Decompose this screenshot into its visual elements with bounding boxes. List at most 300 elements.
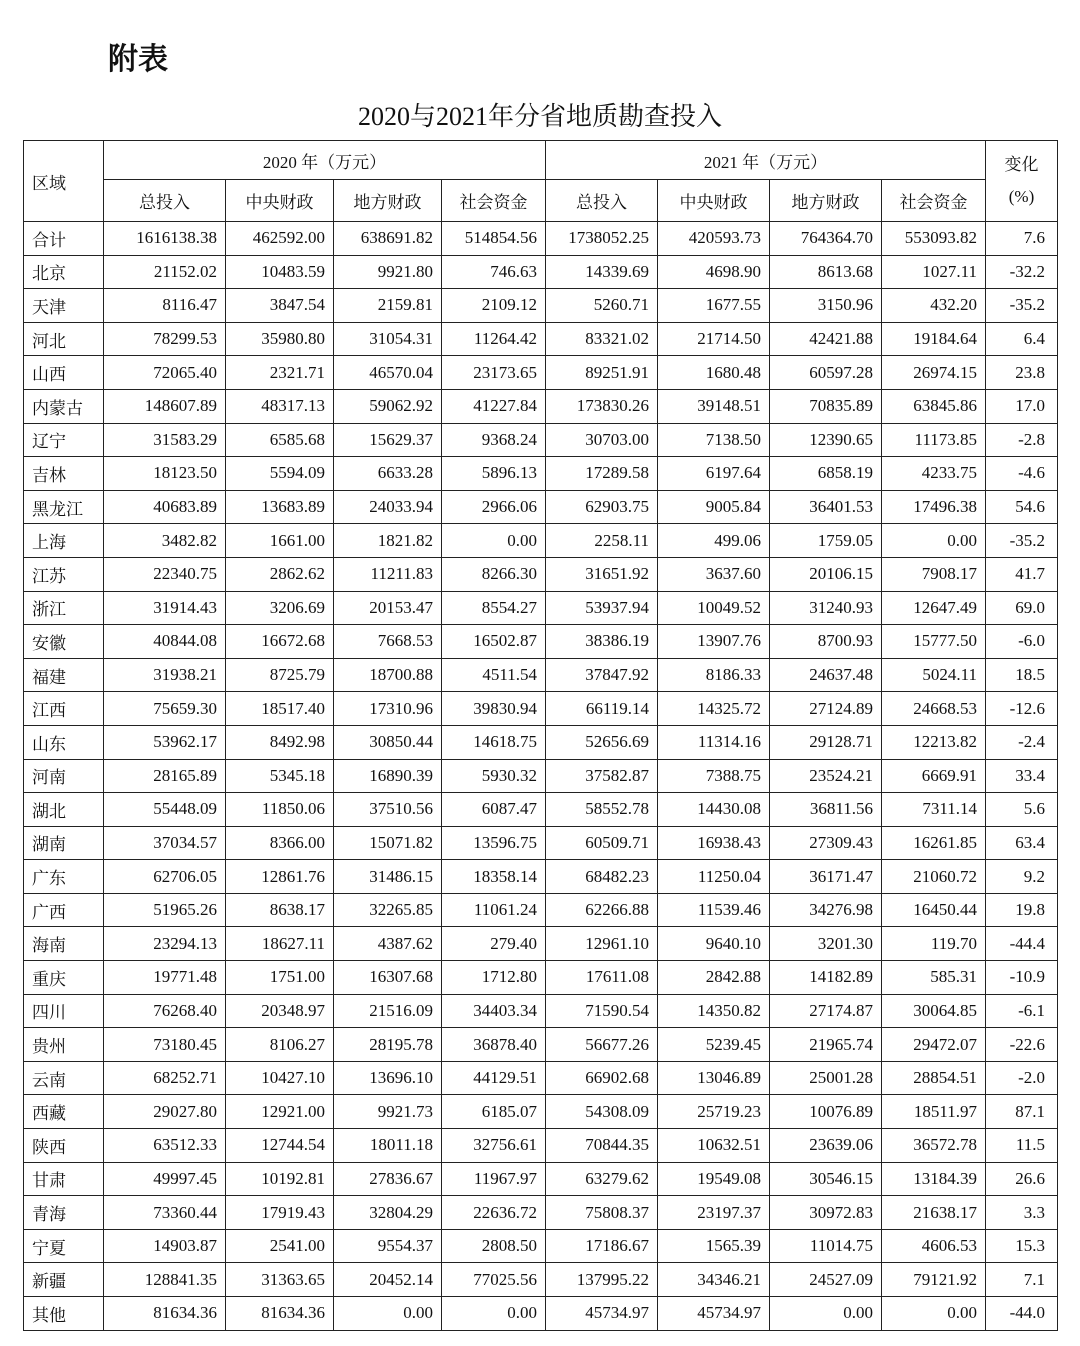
value-cell: 62266.88 — [546, 893, 658, 927]
value-cell: 25719.23 — [658, 1095, 770, 1129]
change-cell: -22.6 — [986, 1028, 1058, 1062]
value-cell: 1565.39 — [658, 1229, 770, 1263]
value-cell: 11173.85 — [882, 423, 986, 457]
value-cell: 2321.71 — [226, 356, 334, 390]
region-cell: 山西 — [24, 356, 104, 390]
value-cell: 4387.62 — [334, 927, 442, 961]
value-cell: 17919.43 — [226, 1196, 334, 1230]
value-cell: 35980.80 — [226, 322, 334, 356]
value-cell: 17611.08 — [546, 961, 658, 995]
value-cell: 0.00 — [770, 1297, 882, 1331]
value-cell: 73180.45 — [104, 1028, 226, 1062]
change-cell: -44.0 — [986, 1297, 1058, 1331]
value-cell: 27124.89 — [770, 692, 882, 726]
value-cell: 553093.82 — [882, 222, 986, 256]
value-cell: 432.20 — [882, 289, 986, 323]
value-cell: 0.00 — [882, 1297, 986, 1331]
value-cell: 11264.42 — [442, 322, 546, 356]
change-cell: 15.3 — [986, 1229, 1058, 1263]
value-cell: 7388.75 — [658, 759, 770, 793]
value-cell: 19771.48 — [104, 961, 226, 995]
value-cell: 20153.47 — [334, 591, 442, 625]
value-cell: 24527.09 — [770, 1263, 882, 1297]
value-cell: 24668.53 — [882, 692, 986, 726]
value-cell: 462592.00 — [226, 222, 334, 256]
table-row — [24, 591, 1058, 625]
value-cell: 16307.68 — [334, 961, 442, 995]
value-cell: 28854.51 — [882, 1061, 986, 1095]
value-cell: 7138.50 — [658, 423, 770, 457]
value-cell: 36171.47 — [770, 860, 882, 894]
value-cell: 4698.90 — [658, 255, 770, 289]
value-cell: 8116.47 — [104, 289, 226, 323]
table-row — [24, 692, 1058, 726]
value-cell: 53937.94 — [546, 591, 658, 625]
change-cell: -2.4 — [986, 725, 1058, 759]
value-cell: 2159.81 — [334, 289, 442, 323]
value-cell: 27174.87 — [770, 994, 882, 1028]
value-cell: 16502.87 — [442, 625, 546, 659]
value-cell: 21714.50 — [658, 322, 770, 356]
value-cell: 37847.92 — [546, 658, 658, 692]
header-change-label: 变化 — [1004, 155, 1039, 174]
value-cell: 16938.43 — [658, 826, 770, 860]
value-cell: 16890.39 — [334, 759, 442, 793]
header-2020-social: 社会资金 — [442, 180, 546, 222]
header-2021-central: 中央财政 — [658, 180, 770, 222]
change-cell: 18.5 — [986, 658, 1058, 692]
value-cell: 0.00 — [442, 524, 546, 558]
region-cell: 云南 — [24, 1061, 104, 1095]
value-cell: 31583.29 — [104, 423, 226, 457]
value-cell: 77025.56 — [442, 1263, 546, 1297]
value-cell: 8492.98 — [226, 725, 334, 759]
value-cell: 14182.89 — [770, 961, 882, 995]
value-cell: 36878.40 — [442, 1028, 546, 1062]
value-cell: 79121.92 — [882, 1263, 986, 1297]
change-cell: 11.5 — [986, 1129, 1058, 1163]
value-cell: 36811.56 — [770, 793, 882, 827]
value-cell: 3150.96 — [770, 289, 882, 323]
value-cell: 8266.30 — [442, 557, 546, 591]
value-cell: 1821.82 — [334, 524, 442, 558]
value-cell: 11850.06 — [226, 793, 334, 827]
value-cell: 1680.48 — [658, 356, 770, 390]
value-cell: 638691.82 — [334, 222, 442, 256]
value-cell: 21060.72 — [882, 860, 986, 894]
change-cell: -35.2 — [986, 289, 1058, 323]
value-cell: 2258.11 — [546, 524, 658, 558]
value-cell: 38386.19 — [546, 625, 658, 659]
value-cell: 0.00 — [334, 1297, 442, 1331]
value-cell: 119.70 — [882, 927, 986, 961]
value-cell: 9005.84 — [658, 490, 770, 524]
value-cell: 1712.80 — [442, 961, 546, 995]
investment-table — [23, 140, 1058, 1331]
table-row — [24, 1028, 1058, 1062]
region-cell: 河北 — [24, 322, 104, 356]
value-cell: 37582.87 — [546, 759, 658, 793]
value-cell: 37510.56 — [334, 793, 442, 827]
value-cell: 8106.27 — [226, 1028, 334, 1062]
value-cell: 70844.35 — [546, 1129, 658, 1163]
table-row — [24, 1162, 1058, 1196]
value-cell: 12921.00 — [226, 1095, 334, 1129]
value-cell: 18358.14 — [442, 860, 546, 894]
value-cell: 75659.30 — [104, 692, 226, 726]
table-title: 2020与2021年分省地质勘查投入 — [357, 102, 722, 131]
value-cell: 44129.51 — [442, 1061, 546, 1095]
region-cell: 新疆 — [24, 1263, 104, 1297]
value-cell: 0.00 — [882, 524, 986, 558]
value-cell: 45734.97 — [658, 1297, 770, 1331]
table-row — [24, 725, 1058, 759]
value-cell: 7668.53 — [334, 625, 442, 659]
region-cell: 吉林 — [24, 457, 104, 491]
value-cell: 28195.78 — [334, 1028, 442, 1062]
value-cell: 32804.29 — [334, 1196, 442, 1230]
value-cell: 30703.00 — [546, 423, 658, 457]
value-cell: 12213.82 — [882, 725, 986, 759]
value-cell: 25001.28 — [770, 1061, 882, 1095]
region-cell: 湖南 — [24, 826, 104, 860]
value-cell: 17186.67 — [546, 1229, 658, 1263]
region-cell: 辽宁 — [24, 423, 104, 457]
table-row — [24, 1196, 1058, 1230]
change-cell: 63.4 — [986, 826, 1058, 860]
value-cell: 1759.05 — [770, 524, 882, 558]
value-cell: 34403.34 — [442, 994, 546, 1028]
table-row — [24, 1061, 1058, 1095]
table-row — [24, 1095, 1058, 1129]
change-cell: -6.1 — [986, 994, 1058, 1028]
change-cell: 23.8 — [986, 356, 1058, 390]
header-2020-local: 地方财政 — [334, 180, 442, 222]
value-cell: 71590.54 — [546, 994, 658, 1028]
value-cell: 20348.97 — [226, 994, 334, 1028]
region-cell: 四川 — [24, 994, 104, 1028]
table-row — [24, 860, 1058, 894]
value-cell: 30850.44 — [334, 725, 442, 759]
table-row — [24, 457, 1058, 491]
value-cell: 81634.36 — [104, 1297, 226, 1331]
value-cell: 11014.75 — [770, 1229, 882, 1263]
value-cell: 27836.67 — [334, 1162, 442, 1196]
table-row — [24, 255, 1058, 289]
change-cell: 17.0 — [986, 389, 1058, 423]
table-row — [24, 1129, 1058, 1163]
value-cell: 12390.65 — [770, 423, 882, 457]
table-row — [24, 759, 1058, 793]
change-cell: 9.2 — [986, 860, 1058, 894]
value-cell: 19184.64 — [882, 322, 986, 356]
value-cell: 28165.89 — [104, 759, 226, 793]
table-row — [24, 524, 1058, 558]
value-cell: 78299.53 — [104, 322, 226, 356]
value-cell: 60509.71 — [546, 826, 658, 860]
value-cell: 1027.11 — [882, 255, 986, 289]
table-row — [24, 356, 1058, 390]
region-cell: 合计 — [24, 222, 104, 256]
value-cell: 9554.37 — [334, 1229, 442, 1263]
value-cell: 60597.28 — [770, 356, 882, 390]
region-cell: 北京 — [24, 255, 104, 289]
table-row — [24, 557, 1058, 591]
value-cell: 18123.50 — [104, 457, 226, 491]
value-cell: 4233.75 — [882, 457, 986, 491]
region-cell: 陕西 — [24, 1129, 104, 1163]
value-cell: 3482.82 — [104, 524, 226, 558]
value-cell: 36572.78 — [882, 1129, 986, 1163]
value-cell: 23294.13 — [104, 927, 226, 961]
value-cell: 22636.72 — [442, 1196, 546, 1230]
value-cell: 12647.49 — [882, 591, 986, 625]
value-cell: 5345.18 — [226, 759, 334, 793]
value-cell: 2808.50 — [442, 1229, 546, 1263]
value-cell: 18517.40 — [226, 692, 334, 726]
change-cell: -44.4 — [986, 927, 1058, 961]
value-cell: 1751.00 — [226, 961, 334, 995]
value-cell: 16450.44 — [882, 893, 986, 927]
region-cell: 甘肃 — [24, 1162, 104, 1196]
value-cell: 81634.36 — [226, 1297, 334, 1331]
value-cell: 746.63 — [442, 255, 546, 289]
value-cell: 10427.10 — [226, 1061, 334, 1095]
value-cell: 32756.61 — [442, 1129, 546, 1163]
value-cell: 11967.97 — [442, 1162, 546, 1196]
value-cell: 12961.10 — [546, 927, 658, 961]
region-cell: 宁夏 — [24, 1229, 104, 1263]
change-cell: 7.1 — [986, 1263, 1058, 1297]
change-cell: 26.6 — [986, 1162, 1058, 1196]
value-cell: 6185.07 — [442, 1095, 546, 1129]
region-cell: 浙江 — [24, 591, 104, 625]
change-cell: -4.6 — [986, 457, 1058, 491]
value-cell: 9368.24 — [442, 423, 546, 457]
header-2021-total: 总投入 — [546, 180, 658, 222]
value-cell: 66902.68 — [546, 1061, 658, 1095]
table-row — [24, 222, 1058, 256]
region-cell: 海南 — [24, 927, 104, 961]
change-cell: 87.1 — [986, 1095, 1058, 1129]
value-cell: 7908.17 — [882, 557, 986, 591]
value-cell: 15629.37 — [334, 423, 442, 457]
value-cell: 11314.16 — [658, 725, 770, 759]
region-cell: 重庆 — [24, 961, 104, 995]
header-region: 区域 — [24, 141, 104, 222]
change-cell: 41.7 — [986, 557, 1058, 591]
value-cell: 41227.84 — [442, 389, 546, 423]
value-cell: 17310.96 — [334, 692, 442, 726]
value-cell: 62903.75 — [546, 490, 658, 524]
change-cell: -12.6 — [986, 692, 1058, 726]
value-cell: 36401.53 — [770, 490, 882, 524]
value-cell: 8638.17 — [226, 893, 334, 927]
table-row — [24, 625, 1058, 659]
value-cell: 23524.21 — [770, 759, 882, 793]
header-change-unit: (%) — [1008, 187, 1035, 206]
change-cell: 6.4 — [986, 322, 1058, 356]
value-cell: 7311.14 — [882, 793, 986, 827]
value-cell: 1616138.38 — [104, 222, 226, 256]
value-cell: 11539.46 — [658, 893, 770, 927]
value-cell: 11211.83 — [334, 557, 442, 591]
change-cell: 7.6 — [986, 222, 1058, 256]
table-row — [24, 826, 1058, 860]
value-cell: 16672.68 — [226, 625, 334, 659]
value-cell: 1677.55 — [658, 289, 770, 323]
value-cell: 11061.24 — [442, 893, 546, 927]
change-cell: 69.0 — [986, 591, 1058, 625]
region-cell: 江苏 — [24, 557, 104, 591]
change-cell: -2.8 — [986, 423, 1058, 457]
value-cell: 6197.64 — [658, 457, 770, 491]
value-cell: 148607.89 — [104, 389, 226, 423]
value-cell: 24033.94 — [334, 490, 442, 524]
change-cell: -32.2 — [986, 255, 1058, 289]
value-cell: 6669.91 — [882, 759, 986, 793]
change-cell: -10.9 — [986, 961, 1058, 995]
value-cell: 1661.00 — [226, 524, 334, 558]
value-cell: 2966.06 — [442, 490, 546, 524]
value-cell: 37034.57 — [104, 826, 226, 860]
header-year-2020: 2020 年（万元） — [104, 141, 546, 180]
table-row — [24, 1229, 1058, 1263]
value-cell: 8700.93 — [770, 625, 882, 659]
value-cell: 21965.74 — [770, 1028, 882, 1062]
value-cell: 75808.37 — [546, 1196, 658, 1230]
change-cell: 54.6 — [986, 490, 1058, 524]
value-cell: 63845.86 — [882, 389, 986, 423]
region-cell: 山东 — [24, 725, 104, 759]
value-cell: 2109.12 — [442, 289, 546, 323]
change-cell: -35.2 — [986, 524, 1058, 558]
value-cell: 21638.17 — [882, 1196, 986, 1230]
table-row — [24, 994, 1058, 1028]
value-cell: 21516.09 — [334, 994, 442, 1028]
table-row — [24, 322, 1058, 356]
change-cell: 33.4 — [986, 759, 1058, 793]
value-cell: 10483.59 — [226, 255, 334, 289]
value-cell: 5594.09 — [226, 457, 334, 491]
value-cell: 514854.56 — [442, 222, 546, 256]
value-cell: 29128.71 — [770, 725, 882, 759]
region-cell: 内蒙古 — [24, 389, 104, 423]
value-cell: 19549.08 — [658, 1162, 770, 1196]
table-row — [24, 893, 1058, 927]
value-cell: 24637.48 — [770, 658, 882, 692]
table-row — [24, 490, 1058, 524]
region-cell: 江西 — [24, 692, 104, 726]
value-cell: 5239.45 — [658, 1028, 770, 1062]
value-cell: 31914.43 — [104, 591, 226, 625]
table-row — [24, 927, 1058, 961]
value-cell: 1738052.25 — [546, 222, 658, 256]
value-cell: 22340.75 — [104, 557, 226, 591]
table-row — [24, 389, 1058, 423]
value-cell: 13046.89 — [658, 1061, 770, 1095]
value-cell: 39148.51 — [658, 389, 770, 423]
value-cell: 89251.91 — [546, 356, 658, 390]
value-cell: 2541.00 — [226, 1229, 334, 1263]
value-cell: 52656.69 — [546, 725, 658, 759]
region-cell: 湖北 — [24, 793, 104, 827]
value-cell: 16261.85 — [882, 826, 986, 860]
region-cell: 黑龙江 — [24, 490, 104, 524]
value-cell: 48317.13 — [226, 389, 334, 423]
region-cell: 西藏 — [24, 1095, 104, 1129]
value-cell: 499.06 — [658, 524, 770, 558]
value-cell: 13907.76 — [658, 625, 770, 659]
region-cell: 安徽 — [24, 625, 104, 659]
value-cell: 9921.80 — [334, 255, 442, 289]
appendix-label: 附表 — [108, 42, 168, 77]
value-cell: 30546.15 — [770, 1162, 882, 1196]
value-cell: 8366.00 — [226, 826, 334, 860]
value-cell: 6585.68 — [226, 423, 334, 457]
value-cell: 29027.80 — [104, 1095, 226, 1129]
region-cell: 福建 — [24, 658, 104, 692]
value-cell: 10076.89 — [770, 1095, 882, 1129]
value-cell: 21152.02 — [104, 255, 226, 289]
value-cell: 49997.45 — [104, 1162, 226, 1196]
value-cell: 68252.71 — [104, 1061, 226, 1095]
change-cell: 5.6 — [986, 793, 1058, 827]
value-cell: 10192.81 — [226, 1162, 334, 1196]
change-cell: -6.0 — [986, 625, 1058, 659]
value-cell: 45734.97 — [546, 1297, 658, 1331]
value-cell: 3847.54 — [226, 289, 334, 323]
region-cell: 河南 — [24, 759, 104, 793]
value-cell: 6633.28 — [334, 457, 442, 491]
table-row — [24, 289, 1058, 323]
value-cell: 83321.02 — [546, 322, 658, 356]
value-cell: 15777.50 — [882, 625, 986, 659]
value-cell: 34276.98 — [770, 893, 882, 927]
value-cell: 10049.52 — [658, 591, 770, 625]
value-cell: 20106.15 — [770, 557, 882, 591]
value-cell: 2842.88 — [658, 961, 770, 995]
value-cell: 137995.22 — [546, 1263, 658, 1297]
value-cell: 420593.73 — [658, 222, 770, 256]
value-cell: 6087.47 — [442, 793, 546, 827]
value-cell: 31651.92 — [546, 557, 658, 591]
value-cell: 8613.68 — [770, 255, 882, 289]
value-cell: 14339.69 — [546, 255, 658, 289]
value-cell: 8554.27 — [442, 591, 546, 625]
value-cell: 13184.39 — [882, 1162, 986, 1196]
table-row — [24, 793, 1058, 827]
value-cell: 3637.60 — [658, 557, 770, 591]
value-cell: 14350.82 — [658, 994, 770, 1028]
value-cell: 13696.10 — [334, 1061, 442, 1095]
value-cell: 63279.62 — [546, 1162, 658, 1196]
value-cell: 15071.82 — [334, 826, 442, 860]
table-row — [24, 961, 1058, 995]
value-cell: 17496.38 — [882, 490, 986, 524]
region-cell: 上海 — [24, 524, 104, 558]
value-cell: 14430.08 — [658, 793, 770, 827]
table-row — [24, 658, 1058, 692]
value-cell: 3201.30 — [770, 927, 882, 961]
header-2021-local: 地方财政 — [770, 180, 882, 222]
value-cell: 128841.35 — [104, 1263, 226, 1297]
value-cell: 46570.04 — [334, 356, 442, 390]
value-cell: 12744.54 — [226, 1129, 334, 1163]
value-cell: 58552.78 — [546, 793, 658, 827]
value-cell: 5024.11 — [882, 658, 986, 692]
region-cell: 青海 — [24, 1196, 104, 1230]
